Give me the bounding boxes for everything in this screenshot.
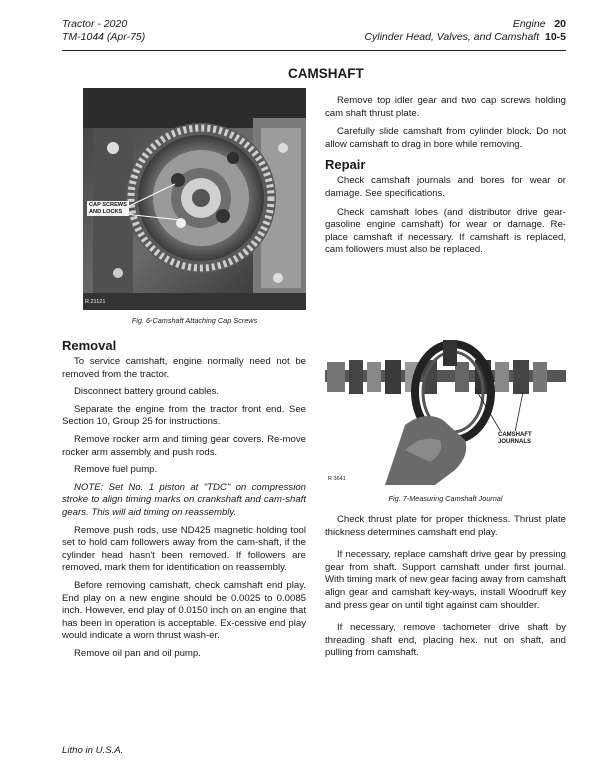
figure-7-caption: Fig. 7-Measuring Camshaft Journal xyxy=(388,494,503,503)
right-intro-p2: Carefully slide camshaft from cylinder block. Do not allow camshaft to drag in bore while removing. xyxy=(325,126,566,150)
figure-7-callout xyxy=(496,431,534,446)
camshaft-micrometer-illustration xyxy=(325,340,566,485)
header-section-number: 20 xyxy=(554,18,566,30)
figure-7-callout-line2: JOURNALS xyxy=(498,438,532,445)
removal-p7: Before removing camshaft, check camshaft end play. End play on a new engine should be 0.0025 to 0.0085 inch. However, end play of 0.0150 inch on an engine that has been in operation is acceptable. Ex-cessive end play would indicate a worn thrust wash-er. xyxy=(62,579,306,642)
figure-6-callout-line2: AND LOCKS xyxy=(89,208,123,215)
removal-heading: Removal xyxy=(62,338,117,353)
figure-7-callout-line1: CAMSHAFT xyxy=(498,432,532,438)
footer-litho: Litho in U.S.A. xyxy=(62,745,124,756)
tachometer-p: If necessary, remove tachometer drive shaft by threading shaft end, placing hex. nut on shaft, and pulling from camshaft. xyxy=(325,622,566,659)
drive-gear-p: If necessary, replace camshaft drive gear by pressing gear from shaft. Support camshaft under first journal. With timing mark of new gear facing away from camshaft align gear and camshaft key-ways, install Woodruff key and press gear on until tight against cam shoulder. xyxy=(325,549,566,611)
figure-6-caption: Fig. 6-Camshaft Attaching Cap Screws xyxy=(131,316,258,325)
header-section: Engine xyxy=(512,18,546,30)
removal-p6: Remove push rods, use ND425 magnetic holding tool set to hold cam followers away from the cam-shaft, if the cylinder head hasn't been removed. If followers are removed, mark them for identification on reassembly. xyxy=(62,524,306,574)
thrust-plate-p: Check thrust plate for proper thickness. Thrust plate thickness determines camshaft end play. xyxy=(325,514,566,538)
repair-p2: Check camshaft lobes (and distributor drive gear-gasoline engine camshaft) for wear or damage. Re-place camshaft if necessary. If camshaft is replaced, cam followers must also be replaced. xyxy=(325,206,566,256)
figure-6-callout-line1: CAP SCREWS xyxy=(89,202,127,208)
header-left xyxy=(62,18,145,44)
figure-7-photo xyxy=(325,340,566,485)
removal-p2: Disconnect battery ground cables. xyxy=(74,386,220,398)
header-right xyxy=(364,18,566,44)
section-title: CAMSHAFT xyxy=(288,66,364,81)
removal-p8: Remove oil pan and oil pump. xyxy=(74,647,201,659)
header-group: Cylinder Head, Valves, and Camshaft xyxy=(364,31,540,43)
repair-p1: Check camshaft journals and bores for wear or damage. See specifications. xyxy=(325,175,566,199)
header-tractor: Tractor - 2020 xyxy=(62,18,128,30)
header-tm-number: TM-1044 (Apr-75) xyxy=(62,31,146,43)
camshaft-gear-illustration xyxy=(83,88,306,310)
figure-6-code: R 21121 xyxy=(85,299,106,305)
figure-7-code: R 3641 xyxy=(328,476,346,482)
header-page-number: 10-5 xyxy=(544,31,566,43)
removal-section xyxy=(62,338,306,660)
right-intro-p1: Remove top idler gear and two cap screws holding cam shaft thrust plate. xyxy=(325,95,566,119)
removal-p3: Separate the engine from the tractor front end. See Section 10, Group 25 for instructions. xyxy=(62,403,306,428)
figure-6-photo xyxy=(83,88,306,310)
right-column-upper xyxy=(325,95,566,257)
header-rule xyxy=(62,50,566,51)
removal-note: NOTE: Set No. 1 piston at "TDC" on compression stroke to align timing marks on crankshaft and cam-shaft gears. This will aid timing on reassembly. xyxy=(62,481,306,518)
removal-p5: Remove fuel pump. xyxy=(74,464,158,476)
repair-heading: Repair xyxy=(325,157,366,173)
removal-p1: To service camshaft, engine normally need not be removed from the tractor. xyxy=(62,356,306,380)
removal-p4: Remove rocker arm and timing gear covers. Re-move rocker arm assembly and push rods. xyxy=(62,433,306,458)
figure-6-callout xyxy=(87,201,129,216)
right-column-lower xyxy=(325,514,566,660)
